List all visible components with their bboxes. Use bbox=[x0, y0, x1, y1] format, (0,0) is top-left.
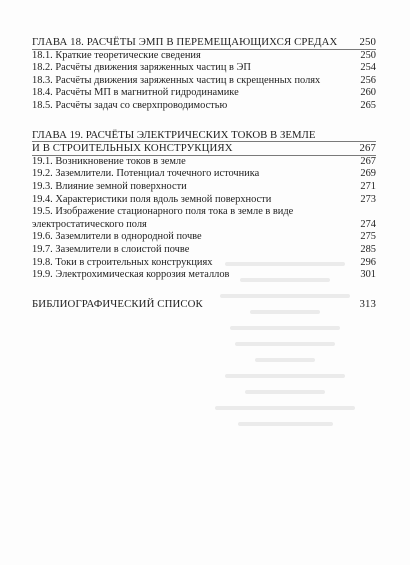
page-number: 250 bbox=[359, 36, 376, 48]
toc-entry: 19.5. Изображение стационарного поля тока в земле в виде bbox=[32, 206, 294, 218]
toc-entry: 18.1. Краткие теоретические сведения 250 bbox=[32, 49, 376, 61]
toc-entry: 18.5. Расчёты задач со сверхпроводимостью 265 bbox=[32, 99, 376, 111]
toc-entry: 19.3. Влияние земной поверхности 271 bbox=[32, 180, 376, 192]
toc-entry-continuation: электростатического поля 274 bbox=[32, 218, 376, 230]
toc-entry: 19.4. Характеристики поля вдоль земной поверхности 273 bbox=[32, 193, 376, 205]
toc-entry: 19.1. Возникновение токов в земле 267 bbox=[32, 155, 376, 167]
bibliography-title: БИБЛИОГРАФИЧЕСКИЙ СПИСОК bbox=[32, 297, 203, 310]
toc-entry: 18.4. Расчёты МП в магнитной гидродинамике 260 bbox=[32, 87, 376, 99]
chapter-heading-line-2 bbox=[32, 142, 376, 156]
chapter-18 bbox=[32, 36, 376, 113]
toc-entry: 19.8. Токи в строительных конструкциях 296 bbox=[32, 256, 376, 268]
chapter-title-line-2: И В СТРОИТЕЛЬНЫХ КОНСТРУКЦИЯХ bbox=[32, 142, 233, 155]
toc-entry: 19.6. Заземлители в однородной почве 275 bbox=[32, 231, 376, 243]
toc-entry: 18.2. Расчёты движения заряженных частиц в ЭП 254 bbox=[32, 62, 376, 74]
table-of-contents bbox=[32, 36, 376, 310]
chapter-title: ГЛАВА 18. РАСЧЁТЫ ЭМП В ПЕРЕМЕЩАЮЩИХСЯ СРЕДАХ bbox=[32, 36, 338, 48]
chapter-19 bbox=[32, 129, 376, 282]
chapter-heading bbox=[32, 36, 376, 50]
toc-entry: 19.2. Заземлители. Потенциал точечного источника 269 bbox=[32, 168, 376, 180]
chapter-title-line-1: ГЛАВА 19. РАСЧЁТЫ ЭЛЕКТРИЧЕСКИХ ТОКОВ В ЗЕМЛЕ bbox=[32, 128, 316, 141]
chapter-heading bbox=[32, 129, 376, 143]
toc-entry: 19.9. Электрохимическая коррозия металлов 301 bbox=[32, 269, 376, 281]
page-number: 267 bbox=[359, 142, 376, 155]
toc-entry: 19.7. Заземлители в слоистой почве 285 bbox=[32, 243, 376, 255]
toc-entry: 18.3. Расчёты движения заряженных частиц в скрещенных полях 256 bbox=[32, 74, 376, 86]
page-number: 313 bbox=[359, 297, 376, 310]
bibliography-entry bbox=[32, 298, 376, 311]
